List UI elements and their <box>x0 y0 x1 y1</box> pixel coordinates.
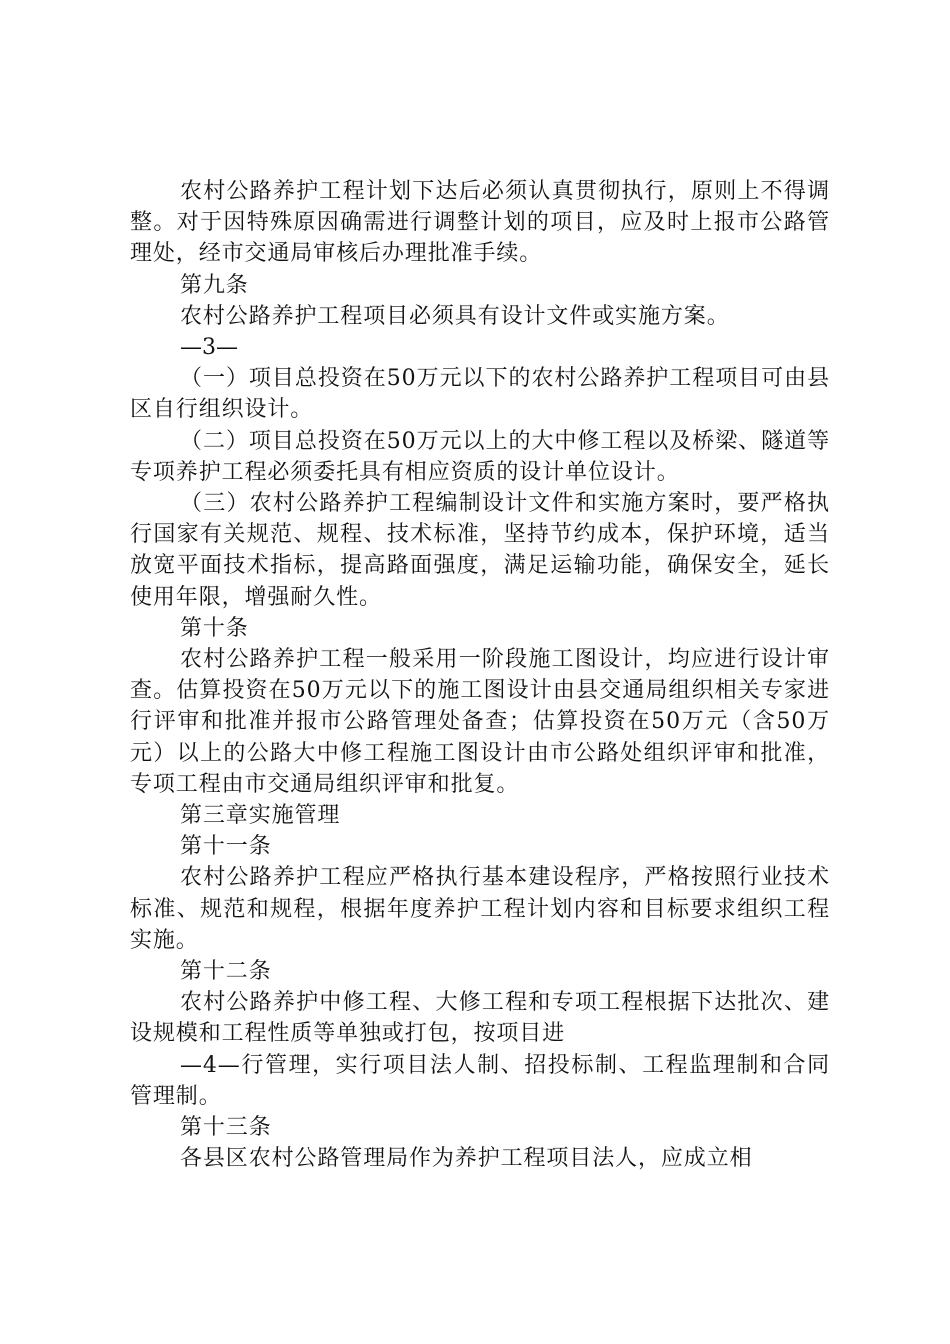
article-heading-13: 第十三条 <box>180 1115 272 1141</box>
list-item-1: （一）项目总投资在50万元以下的农村公路养护工程项目可由县区自行组织设计。 <box>130 366 830 423</box>
paragraph-project-legal-person: 各县区农村公路管理局作为养护工程项目法人，应成立相 <box>180 1146 753 1172</box>
paragraph-design-review: 农村公路养护工程一般采用一阶段施工图设计，均应进行设计审查。估算投资在50万元以下的施工图设计由县交通局组织相关专家进行评审和批准并报市公路管理处备查；估算投资在50万元（含50万元）以上的公路大中修工程施工图设计由市公路处组织评审和批准，专项工程由市交通局组织评审和批复。 <box>130 647 830 797</box>
paragraph-management-systems: —4—行管理，实行项目法人制、招投标制、工程监理制和合同管理制。 <box>130 1052 830 1109</box>
article-heading-9: 第九条 <box>180 272 249 298</box>
list-item-3: （三）农村公路养护工程编制设计文件和实施方案时，要严格执行国家有关规范、规程、技术标准，坚持节约成本，保护环境，适当放宽平面技术指标，提高路面强度，满足运输功能，确保安全，延长使用年限，增强耐久性。 <box>130 491 830 610</box>
page-number-3: —3— <box>180 335 238 361</box>
list-item-2: （二）项目总投资在50万元以上的大中修工程以及桥梁、隧道等专项养护工程必须委托具有相应资质的设计单位设计。 <box>130 428 830 485</box>
article-heading-12: 第十二条 <box>180 959 272 985</box>
paragraph-construction-procedure: 农村公路养护工程应严格执行基本建设程序，严格按照行业技术标准、规范和规程，根据年度养护工程计划内容和目标要求组织工程实施。 <box>130 865 830 953</box>
paragraph-project-packaging: 农村公路养护中修工程、大修工程和专项工程根据下达批次、建设规模和工程性质等单独或打包，按项目进 <box>130 990 830 1047</box>
paragraph-plan-adjustment: 农村公路养护工程计划下达后必须认真贯彻执行，原则上不得调整。对于因特殊原因确需进行调整计划的项目，应及时上报市公路管理处，经市交通局审核后办理批准手续。 <box>130 179 830 267</box>
chapter-heading-3: 第三章实施管理 <box>180 803 341 829</box>
article-heading-10: 第十条 <box>180 615 249 641</box>
document-body <box>130 176 830 1175</box>
article-heading-11: 第十一条 <box>180 834 272 860</box>
paragraph-design-requirement: 农村公路养护工程项目必须具有设计文件或实施方案。 <box>180 303 730 329</box>
